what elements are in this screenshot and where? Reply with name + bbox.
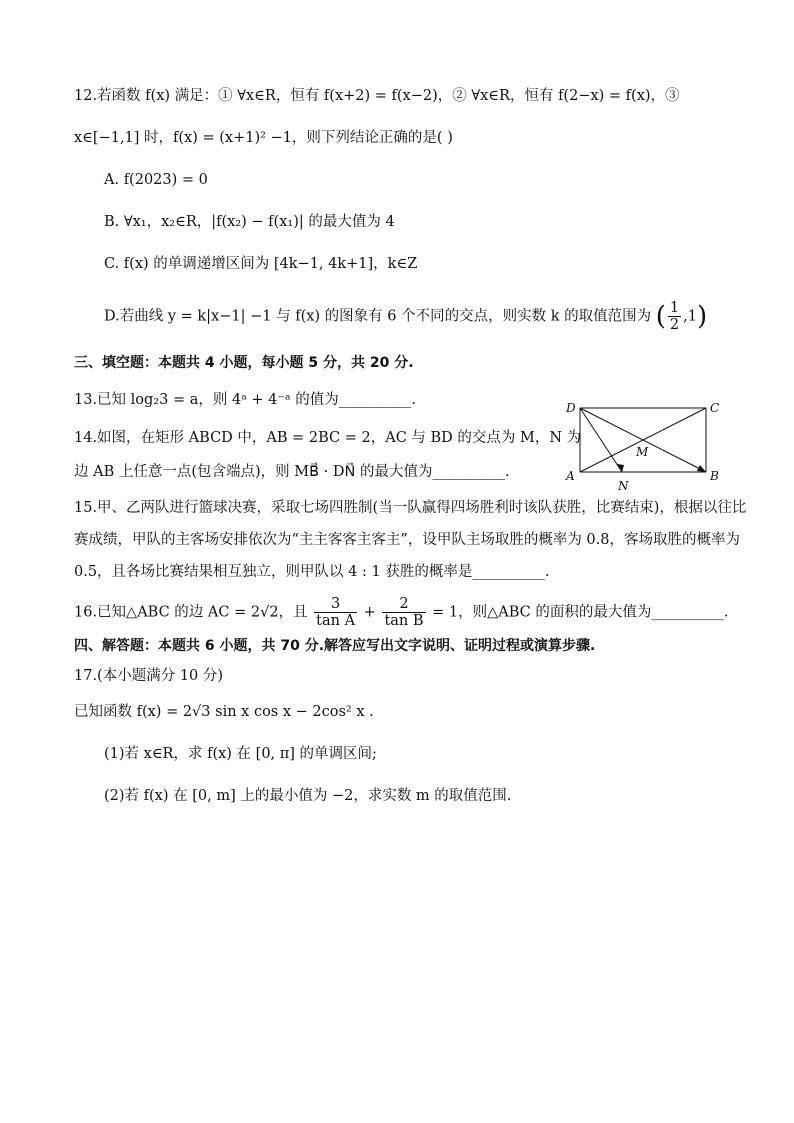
- q16-fraction-2: [382, 596, 425, 629]
- q14-line1: 14.如图，在矩形 ABCD 中，AB = 2BC = 2，AC 与 BD 的交点为 M，N 为: [74, 430, 582, 446]
- arrow-head-dn: [617, 464, 624, 472]
- q17-heading: 17.(本小题满分 10 分): [74, 668, 224, 684]
- label-m: M: [636, 445, 649, 459]
- q16-fraction-2-num: 2: [382, 596, 425, 613]
- q16-text: [74, 596, 728, 629]
- q16-prefix: 16.已知△ABC 的边 AC = 2√2，且: [74, 604, 308, 621]
- label-d: D: [566, 401, 576, 415]
- q16-suffix: = 1，则△ABC 的面积的最大值为__________.: [432, 604, 729, 621]
- arrow-head-mb: [697, 465, 706, 472]
- q16-fraction-1-num: 3: [314, 596, 357, 613]
- q12-option-d-den: 2: [669, 317, 680, 333]
- q16-plus: +: [363, 604, 376, 621]
- q12-line2: x∈[−1,1] 时，f(x) = (x+1)² −1，则下列结论正确的是( ): [74, 130, 453, 146]
- q15-line1: 15.甲、乙两队进行篮球决赛，采取七场四胜制(当一队赢得四场胜利时该队获胜，比赛结束)，根据以往比: [74, 500, 747, 516]
- q16-fraction-2-den: tan B: [384, 613, 424, 629]
- q17-stem: 已知函数 f(x) = 2√3 sin x cos x − 2cos² x .: [74, 704, 374, 720]
- label-c: C: [710, 401, 720, 415]
- q12-line1: 12.若函数 f(x) 满足：① ∀x∈R，恒有 f(x+2) = f(x−2)，② ∀x∈R，恒有 f(2−x) = f(x)，③: [74, 88, 680, 104]
- label-a: A: [566, 469, 575, 483]
- q16-fraction-1: [314, 596, 357, 629]
- q12-option-a: A. f(2023) = 0: [104, 172, 208, 188]
- q12-option-d-close-paren: ): [696, 301, 708, 332]
- q12-option-d-tail: ,1: [683, 308, 697, 325]
- q12-option-d-text: D.若曲线 y = k|x−1| −1 与 f(x) 的图象有 6 个不同的交点，则实数 k 的取值范围为: [104, 308, 652, 325]
- q16-fraction-1-den: tan A: [316, 613, 356, 629]
- q12-option-d: [104, 300, 707, 333]
- q17-part-2: (2)若 f(x) 在 [0, m] 上的最小值为 −2，求实数 m 的取值范围.: [104, 788, 512, 804]
- q12-option-d-open-paren: (: [655, 301, 666, 332]
- q17-part-1: (1)若 x∈R，求 f(x) 在 [0, π] 的单调区间;: [104, 746, 377, 762]
- q12-option-d-num: 1: [669, 300, 680, 316]
- q12-option-b: B. ∀x₁，x₂∈R，|f(x₂) − f(x₁)| 的最大值为 4: [104, 214, 395, 230]
- label-n: N: [618, 479, 629, 493]
- label-b: B: [710, 469, 719, 483]
- q12-option-c: C. f(x) 的单调递增区间为 [4k−1, 4k+1]，k∈Z: [104, 256, 418, 272]
- q12-option-d-fraction: [668, 300, 681, 333]
- q13-text: 13.已知 log₂3 = a，则 4ᵃ + 4⁻ᵃ 的值为__________.: [74, 392, 416, 408]
- segment-dn: [580, 408, 622, 472]
- rectangle-figure: [560, 394, 730, 494]
- section-4-heading: 四、解答题：本题共 6 小题，共 70 分.解答应写出文字说明、证明过程或演算步骤.: [74, 638, 596, 654]
- q15-line3: 0.5，且各场比赛结果相互独立，则甲队以 4 : 1 获胜的概率是__________.: [74, 564, 550, 580]
- section-3-heading: 三、填空题：本题共 4 小题，每小题 5 分，共 20 分.: [74, 355, 414, 371]
- q14-line2: 边 AB 上任意一点(包含端点)，则 MB⃗ · DN⃗ 的最大值为__________.: [74, 464, 510, 480]
- q15-line2: 赛成绩，甲队的主客场安排依次为“主主客客主客主”，设甲队主场取胜的概率为 0.8，客场取胜的概率为: [74, 532, 740, 548]
